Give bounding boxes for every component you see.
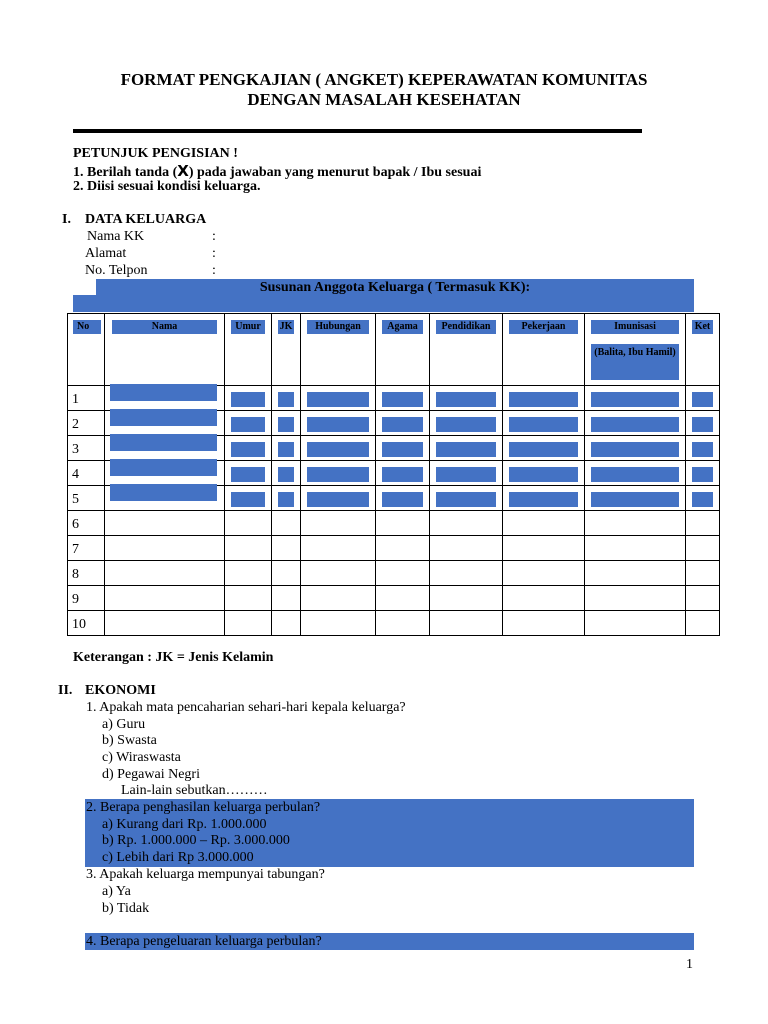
cell-shade	[278, 442, 294, 457]
cell-no	[68, 461, 105, 486]
field-sep-nama-kk: :	[212, 229, 216, 244]
cell-pekerjaan[interactable]	[503, 461, 585, 486]
field-label-telpon: No. Telpon	[85, 263, 148, 278]
cell-ket[interactable]	[686, 511, 720, 536]
cell-agama[interactable]	[376, 461, 430, 486]
cell-shade	[382, 417, 423, 432]
cell-jk[interactable]	[272, 561, 301, 586]
cell-agama[interactable]	[376, 561, 430, 586]
instruction-2: 2. Diisi sesuai kondisi keluarga.	[73, 179, 261, 194]
cell-pendidikan[interactable]	[430, 436, 503, 461]
cell-shade	[591, 442, 679, 457]
cell-shade	[692, 467, 713, 482]
cell-shade	[382, 442, 423, 457]
cell-pendidikan[interactable]	[430, 386, 503, 411]
row-number: 6	[72, 517, 79, 532]
cell-shade	[436, 442, 496, 457]
table-row	[68, 461, 720, 486]
q4-question: 4. Berapa pengeluaran keluarga perbulan?	[86, 934, 322, 949]
cell-shade	[278, 467, 294, 482]
cell-nama[interactable]	[105, 611, 225, 636]
header-umur: Umur	[231, 320, 265, 334]
header-hubungan: Hubungan	[307, 320, 369, 334]
instructions-heading: PETUNJUK PENGISIAN !	[73, 146, 238, 161]
cell-hubungan[interactable]	[301, 461, 376, 486]
cell-shade	[692, 442, 713, 457]
header-ket: Ket	[692, 320, 713, 334]
cell-hubungan[interactable]	[301, 386, 376, 411]
cell-agama[interactable]	[376, 536, 430, 561]
cell-umur[interactable]	[225, 386, 272, 411]
cell-pekerjaan[interactable]	[503, 436, 585, 461]
cell-shade	[591, 492, 679, 507]
cell-pekerjaan[interactable]	[503, 411, 585, 436]
cell-shade	[231, 467, 265, 482]
cell-nama[interactable]	[105, 486, 225, 511]
field-sep-telpon: :	[212, 263, 216, 278]
cell-shade	[382, 492, 423, 507]
table-row	[68, 611, 720, 636]
cell-shade	[307, 417, 369, 432]
header-cell-jk	[272, 314, 301, 386]
cell-pekerjaan[interactable]	[503, 611, 585, 636]
cell-pendidikan[interactable]	[430, 586, 503, 611]
cell-imunisasi[interactable]	[585, 436, 686, 461]
cell-ket[interactable]	[686, 386, 720, 411]
cell-hubungan[interactable]	[301, 561, 376, 586]
cell-agama[interactable]	[376, 611, 430, 636]
table-row	[68, 511, 720, 536]
q1-option-c[interactable]: c) Wiraswasta	[102, 750, 181, 765]
header-nama: Nama	[112, 320, 217, 334]
cell-nama[interactable]	[105, 386, 225, 411]
cell-shade	[231, 392, 265, 407]
q1-question: 1. Apakah mata pencaharian sehari-hari kepala keluarga?	[86, 700, 406, 715]
row-number: 8	[72, 567, 79, 582]
q2-question: 2. Berapa penghasilan keluarga perbulan?	[86, 800, 321, 815]
cell-hubungan[interactable]	[301, 586, 376, 611]
cell-pekerjaan[interactable]	[503, 561, 585, 586]
cell-shade	[591, 392, 679, 407]
cell-pekerjaan[interactable]	[503, 536, 585, 561]
cell-shade	[692, 417, 713, 432]
section1-title: DATA KELUARGA	[85, 212, 207, 227]
instruction-1-mark: X	[177, 162, 189, 180]
header-cell-no	[68, 314, 105, 386]
q2-option-a[interactable]: a) Kurang dari Rp. 1.000.000	[102, 817, 267, 832]
cell-shade	[307, 492, 369, 507]
cell-umur[interactable]	[225, 486, 272, 511]
cell-nama[interactable]	[105, 561, 225, 586]
section1-number: I.	[62, 212, 71, 227]
header-imunisasi-sub: (Balita, Ibu Hamil)	[591, 344, 679, 380]
cell-jk[interactable]	[272, 411, 301, 436]
cell-shade	[591, 417, 679, 432]
cell-imunisasi[interactable]	[585, 486, 686, 511]
cell-hubungan[interactable]	[301, 536, 376, 561]
header-no: No	[73, 320, 101, 334]
section2-title: EKONOMI	[85, 683, 156, 698]
table-row	[68, 561, 720, 586]
cell-nama[interactable]	[105, 461, 225, 486]
cell-shade	[382, 392, 423, 407]
header-pekerjaan: Pekerjaan	[509, 320, 578, 334]
cell-imunisasi[interactable]	[585, 561, 686, 586]
cell-pendidikan[interactable]	[430, 561, 503, 586]
cell-shade	[110, 434, 217, 451]
cell-pendidikan[interactable]	[430, 486, 503, 511]
cell-shade	[591, 467, 679, 482]
cell-hubungan[interactable]	[301, 486, 376, 511]
cell-shade	[509, 492, 578, 507]
doc-title-line1: FORMAT PENGKAJIAN ( ANGKET) KEPERAWATAN KOMUNITAS	[120, 70, 648, 89]
cell-no	[68, 561, 105, 586]
cell-shade	[278, 417, 294, 432]
cell-agama[interactable]	[376, 511, 430, 536]
cell-hubungan[interactable]	[301, 436, 376, 461]
row-number: 3	[72, 442, 79, 457]
field-sep-alamat: :	[212, 246, 216, 261]
cell-shade	[278, 392, 294, 407]
section2-number: II.	[58, 683, 73, 698]
cell-imunisasi[interactable]	[585, 411, 686, 436]
table-row	[68, 586, 720, 611]
q2-option-c[interactable]: c) Lebih dari Rp 3.000.000	[102, 850, 254, 865]
cell-nama[interactable]	[105, 436, 225, 461]
caption-highlight-2	[73, 295, 694, 312]
cell-ket[interactable]	[686, 436, 720, 461]
cell-shade	[509, 467, 578, 482]
cell-umur[interactable]	[225, 561, 272, 586]
cell-nama[interactable]	[105, 511, 225, 536]
cell-pendidikan[interactable]	[430, 611, 503, 636]
cell-no	[68, 386, 105, 411]
cell-nama[interactable]	[105, 536, 225, 561]
cell-nama[interactable]	[105, 411, 225, 436]
cell-umur[interactable]	[225, 461, 272, 486]
q1-other[interactable]: Lain-lain sebutkan………	[121, 783, 268, 798]
cell-jk[interactable]	[272, 611, 301, 636]
family-members-table	[67, 313, 720, 636]
header-jk: JK	[279, 321, 293, 332]
cell-jk[interactable]	[272, 486, 301, 511]
cell-shade	[509, 392, 578, 407]
header-cell-pekerjaan	[503, 314, 585, 386]
q1-option-d[interactable]: d) Pegawai Negri	[102, 767, 200, 782]
cell-shade	[436, 417, 496, 432]
q3-option-a[interactable]: a) Ya	[102, 884, 131, 899]
table-row	[68, 536, 720, 561]
header-cell-nama	[105, 314, 225, 386]
cell-shade	[509, 442, 578, 457]
cell-pendidikan[interactable]	[430, 536, 503, 561]
cell-no	[68, 586, 105, 611]
cell-jk[interactable]	[272, 536, 301, 561]
header-imunisasi: Imunisasi	[591, 320, 679, 334]
cell-agama[interactable]	[376, 436, 430, 461]
instruction-1-suffix: ) pada jawaban yang menurut bapak / Ibu sesuai	[188, 165, 482, 180]
cell-ket[interactable]	[686, 611, 720, 636]
cell-shade	[110, 384, 217, 401]
cell-jk[interactable]	[272, 586, 301, 611]
cell-imunisasi[interactable]	[585, 386, 686, 411]
field-label-nama-kk: Nama KK	[87, 229, 145, 244]
cell-nama[interactable]	[105, 586, 225, 611]
q1-option-a[interactable]: a) Guru	[102, 717, 146, 732]
cell-agama[interactable]	[376, 411, 430, 436]
cell-pekerjaan[interactable]	[503, 586, 585, 611]
table-row	[68, 436, 720, 461]
cell-shade	[307, 467, 369, 482]
cell-imunisasi[interactable]	[585, 511, 686, 536]
table-row	[68, 386, 720, 411]
cell-shade	[110, 409, 217, 426]
cell-pendidikan[interactable]	[430, 411, 503, 436]
row-number: 7	[72, 542, 79, 557]
cell-ket[interactable]	[686, 461, 720, 486]
cell-ket[interactable]	[686, 411, 720, 436]
cell-shade	[436, 467, 496, 482]
cell-umur[interactable]	[225, 411, 272, 436]
row-number: 4	[72, 467, 79, 482]
cell-shade	[110, 459, 217, 476]
cell-jk[interactable]	[272, 511, 301, 536]
table-caption: Susunan Anggota Keluarga ( Termasuk KK):	[259, 280, 531, 295]
cell-no	[68, 611, 105, 636]
cell-shade	[436, 392, 496, 407]
header-cell-hubungan	[301, 314, 376, 386]
header-cell-pendidikan	[430, 314, 503, 386]
cell-umur[interactable]	[225, 611, 272, 636]
cell-shade	[307, 392, 369, 407]
cell-ket[interactable]	[686, 536, 720, 561]
cell-no	[68, 486, 105, 511]
cell-no	[68, 536, 105, 561]
cell-imunisasi[interactable]	[585, 536, 686, 561]
cell-umur[interactable]	[225, 586, 272, 611]
cell-shade	[231, 442, 265, 457]
row-number: 9	[72, 592, 79, 607]
cell-shade	[231, 417, 265, 432]
q2-option-b[interactable]: b) Rp. 1.000.000 – Rp. 3.000.000	[102, 833, 290, 848]
instruction-1-prefix: 1. Berilah tanda (	[73, 165, 178, 180]
table-row	[68, 411, 720, 436]
cell-imunisasi[interactable]	[585, 586, 686, 611]
q1-option-b[interactable]: b) Swasta	[102, 733, 157, 748]
cell-pendidikan[interactable]	[430, 511, 503, 536]
cell-no	[68, 511, 105, 536]
table-row	[68, 486, 720, 511]
cell-hubungan[interactable]	[301, 611, 376, 636]
cell-no	[68, 436, 105, 461]
cell-hubungan[interactable]	[301, 511, 376, 536]
row-number: 10	[72, 617, 86, 632]
header-cell-imunisasi	[585, 314, 686, 386]
cell-jk[interactable]	[272, 461, 301, 486]
row-number: 1	[72, 392, 79, 407]
header-agama: Agama	[382, 320, 423, 334]
cell-shade	[307, 442, 369, 457]
cell-ket[interactable]	[686, 586, 720, 611]
cell-shade	[231, 492, 265, 507]
cell-shade	[436, 492, 496, 507]
cell-imunisasi[interactable]	[585, 461, 686, 486]
cell-umur[interactable]	[225, 436, 272, 461]
field-label-alamat: Alamat	[85, 246, 127, 261]
cell-shade	[278, 492, 294, 507]
cell-ket[interactable]	[686, 561, 720, 586]
page-number: 1	[686, 957, 693, 972]
table-header-row	[68, 314, 720, 386]
header-cell-ket	[686, 314, 720, 386]
cell-pekerjaan[interactable]	[503, 486, 585, 511]
cell-agama[interactable]	[376, 486, 430, 511]
cell-imunisasi[interactable]	[585, 611, 686, 636]
cell-shade	[692, 392, 713, 407]
cell-shade	[509, 417, 578, 432]
q3-question: 3. Apakah keluarga mempunyai tabungan?	[86, 867, 325, 882]
q3-option-b[interactable]: b) Tidak	[102, 901, 150, 916]
cell-shade	[692, 492, 713, 507]
cell-pekerjaan[interactable]	[503, 386, 585, 411]
cell-ket[interactable]	[686, 486, 720, 511]
cell-agama[interactable]	[376, 386, 430, 411]
cell-jk[interactable]	[272, 436, 301, 461]
cell-hubungan[interactable]	[301, 411, 376, 436]
title-divider	[73, 129, 642, 133]
header-pendidikan: Pendidikan	[436, 320, 496, 334]
cell-pekerjaan[interactable]	[503, 511, 585, 536]
cell-jk[interactable]	[272, 386, 301, 411]
row-number: 5	[72, 492, 79, 507]
cell-shade	[110, 484, 217, 501]
row-number: 2	[72, 417, 79, 432]
cell-umur[interactable]	[225, 511, 272, 536]
table-note: Keterangan : JK = Jenis Kelamin	[73, 650, 274, 665]
doc-title-line2: DENGAN MASALAH KESEHATAN	[247, 90, 521, 109]
cell-pendidikan[interactable]	[430, 461, 503, 486]
cell-no	[68, 411, 105, 436]
cell-shade	[382, 467, 423, 482]
cell-agama[interactable]	[376, 586, 430, 611]
cell-umur[interactable]	[225, 536, 272, 561]
header-cell-agama	[376, 314, 430, 386]
header-cell-umur	[225, 314, 272, 386]
